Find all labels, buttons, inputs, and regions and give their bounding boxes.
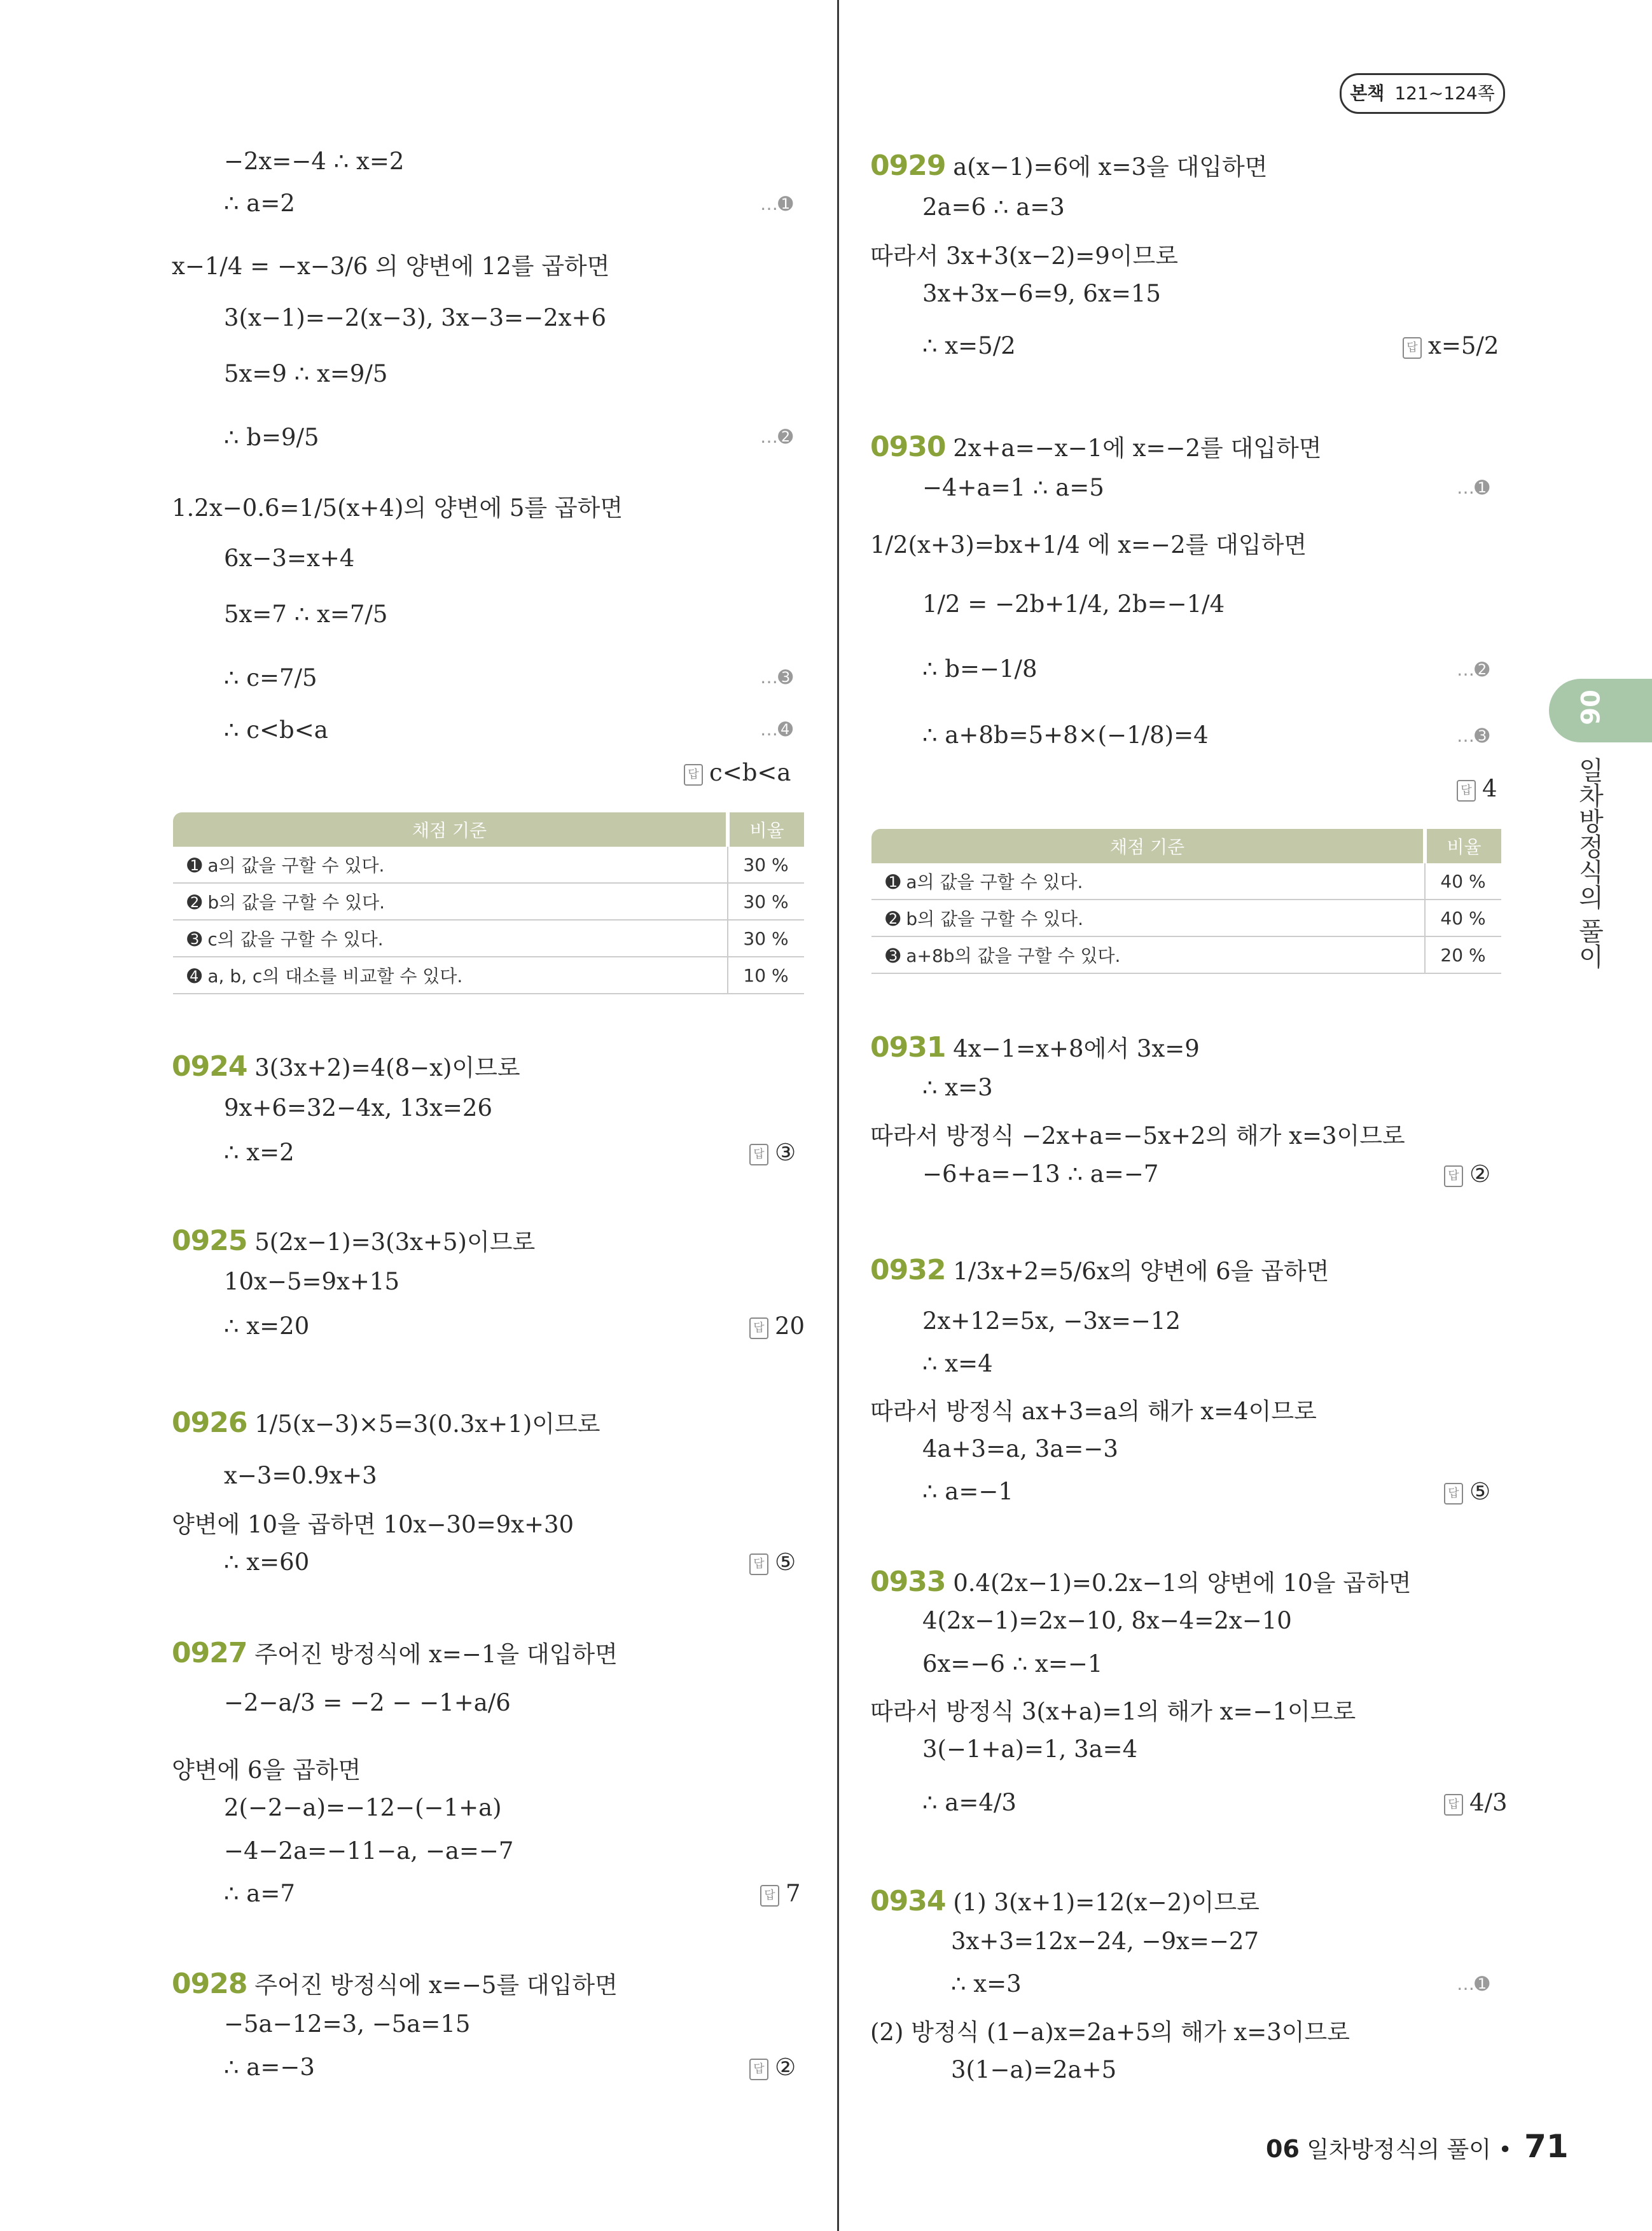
line: 양변에 10을 곱하면 10x−30=9x+30 bbox=[172, 1511, 574, 1538]
line: −4−2a=−11−a, −a=−7 bbox=[224, 1837, 514, 1865]
line: 2a=6 ∴ a=3 bbox=[922, 193, 1065, 221]
line: ∴ a=4/3 bbox=[922, 1789, 1017, 1816]
line: −6+a=−13 ∴ a=−7 bbox=[922, 1160, 1159, 1188]
line: 3x+3x−6=9, 6x=15 bbox=[922, 280, 1161, 307]
answer: 답 20 bbox=[749, 1312, 805, 1340]
answer: 답 ⑤ bbox=[749, 1548, 796, 1576]
textbook-page-reference: 본책 121~124쪽 bbox=[1340, 73, 1505, 114]
line: 3(x−1)=−2(x−3), 3x−3=−2x+6 bbox=[224, 304, 607, 331]
step-marker: …➋ bbox=[1457, 659, 1490, 680]
line: 3(−1+a)=1, 3a=4 bbox=[922, 1735, 1138, 1763]
line: ∴ x=3 bbox=[922, 1074, 993, 1101]
line: 6x=−6 ∴ x=−1 bbox=[922, 1650, 1103, 1678]
line: (2) 방정식 (1−a)x=2a+5의 해가 x=3이므로 bbox=[870, 2019, 1350, 2046]
line: 3x+3=12x−24, −9x=−27 bbox=[951, 1928, 1259, 1955]
answer-icon: 답 bbox=[749, 2059, 768, 2080]
line: ∴ b=−1/8 bbox=[922, 655, 1038, 683]
line: ∴ a=7 bbox=[224, 1880, 295, 1907]
line: ∴ a=−3 bbox=[224, 2054, 315, 2081]
step-marker: …➌ bbox=[1457, 725, 1490, 746]
line: ∴ x=60 bbox=[224, 1548, 310, 1576]
answer-icon: 답 bbox=[749, 1317, 768, 1339]
step-marker: …➊ bbox=[760, 193, 793, 214]
table-row: ➋ b의 값을 구할 수 있다. 40 % bbox=[871, 900, 1501, 936]
answer-icon: 답 bbox=[684, 764, 703, 786]
answer: 답 ② bbox=[749, 2054, 796, 2081]
line: 6x−3=x+4 bbox=[224, 545, 355, 572]
table-row: ➋ b의 값을 구할 수 있다. 30 % bbox=[173, 883, 804, 920]
step-marker: …➍ bbox=[760, 719, 793, 740]
answer-icon: 답 bbox=[1444, 1165, 1463, 1187]
line: 9x+6=32−4x, 13x=26 bbox=[224, 1094, 492, 1122]
problem-0931: 0931 4x−1=x+8에서 3x=9 bbox=[870, 1031, 1200, 1064]
step-marker: …➊ bbox=[1457, 477, 1490, 498]
answer-icon: 답 bbox=[1444, 1794, 1463, 1816]
line: ∴ x=3 bbox=[951, 1970, 1022, 1998]
table-header: 비율 bbox=[728, 812, 804, 847]
line: ∴ x=4 bbox=[922, 1350, 993, 1377]
answer: 답 c<b<a bbox=[684, 759, 791, 786]
step-marker: …➌ bbox=[760, 667, 793, 688]
answer: 답 ② bbox=[1444, 1160, 1490, 1188]
scoring-table bbox=[871, 829, 1501, 974]
chapter-tab[interactable]: 06 bbox=[1549, 679, 1652, 742]
table-row: ➍ a, b, c의 대소를 비교할 수 있다. 10 % bbox=[173, 957, 804, 994]
answer-icon: 답 bbox=[1444, 1483, 1463, 1505]
line: ∴ a=2 bbox=[224, 190, 295, 217]
problem-0933: 0933 0.4(2x−1)=0.2x−1의 양변에 10을 곱하면 bbox=[870, 1566, 1412, 1598]
table-header: 채점 기준 bbox=[871, 829, 1425, 863]
line: ∴ c<b<a bbox=[224, 716, 328, 744]
table-header: 채점 기준 bbox=[173, 812, 728, 847]
problem-0926: 0926 1/5(x−3)×5=3(0.3x+1)이므로 bbox=[172, 1407, 600, 1439]
line: 1/2(x+3)=bx+1/4 에 x=−2를 대입하면 bbox=[870, 531, 1307, 559]
answer-icon: 답 bbox=[1457, 780, 1476, 802]
step-marker: …➊ bbox=[1457, 1973, 1490, 1994]
answer-icon: 답 bbox=[749, 1553, 768, 1575]
column-divider bbox=[837, 0, 839, 2231]
table-row: ➌ c의 값을 구할 수 있다. 30 % bbox=[173, 920, 804, 957]
line: 따라서 방정식 ax+3=a의 해가 x=4이므로 bbox=[870, 1398, 1317, 1425]
line: −4+a=1 ∴ a=5 bbox=[922, 474, 1104, 501]
answer-icon: 답 bbox=[1403, 337, 1422, 359]
problem-0930: 0930 2x+a=−x−1에 x=−2를 대입하면 bbox=[870, 431, 1322, 463]
line: ∴ a+8b=5+8×(−1/8)=4 bbox=[922, 721, 1209, 749]
line: ∴ x=5/2 bbox=[922, 332, 1016, 359]
line: 5x=7 ∴ x=7/5 bbox=[224, 601, 388, 628]
line: 1/2 = −2b+1/4, 2b=−1/4 bbox=[922, 590, 1225, 618]
answer: 답 ③ bbox=[749, 1139, 796, 1166]
line: ∴ x=20 bbox=[224, 1312, 310, 1340]
line: ∴ a=−1 bbox=[922, 1478, 1013, 1505]
line: ∴ c=7/5 bbox=[224, 664, 317, 692]
answer-icon: 답 bbox=[749, 1144, 768, 1165]
line: −2−a/3 = −2 − −1+a/6 bbox=[224, 1689, 511, 1716]
chapter-title-vertical: 일차방정식의 풀이 bbox=[1574, 757, 1604, 969]
page-number: 71 bbox=[1524, 2128, 1569, 2165]
line: 1.2x−0.6=1/5(x+4)의 양변에 5를 곱하면 bbox=[172, 494, 623, 522]
line: 2(−2−a)=−12−(−1+a) bbox=[224, 1794, 502, 1821]
answer: 답 7 bbox=[760, 1880, 801, 1907]
table-row: ➊ a의 값을 구할 수 있다. 30 % bbox=[173, 847, 804, 883]
table-header: 비율 bbox=[1425, 829, 1501, 863]
line: ∴ b=9/5 bbox=[224, 424, 319, 451]
page-footer: 06 일차방정식의 풀이 • 71 bbox=[1266, 2128, 1569, 2165]
line: 따라서 3x+3(x−2)=9이므로 bbox=[870, 242, 1178, 270]
problem-0934: 0934 (1) 3(x+1)=12(x−2)이므로 bbox=[870, 1885, 1260, 1917]
answer: 답 4 bbox=[1457, 775, 1497, 802]
line: 10x−5=9x+15 bbox=[224, 1268, 399, 1295]
answer: 답 ⑤ bbox=[1444, 1478, 1490, 1505]
line: 양변에 6을 곱하면 bbox=[172, 1756, 361, 1784]
line: 4(2x−1)=2x−10, 8x−4=2x−10 bbox=[922, 1607, 1292, 1634]
answer-icon: 답 bbox=[760, 1885, 779, 1907]
line: −5a−12=3, −5a=15 bbox=[224, 2010, 471, 2038]
problem-0924: 0924 3(3x+2)=4(8−x)이므로 bbox=[172, 1050, 520, 1083]
problem-0928: 0928 주어진 방정식에 x=−5를 대입하면 bbox=[172, 1968, 618, 2000]
line: 2x+12=5x, −3x=−12 bbox=[922, 1307, 1181, 1335]
scoring-table bbox=[173, 812, 804, 994]
line: 3(1−a)=2a+5 bbox=[951, 2056, 1117, 2083]
answer: 답 4/3 bbox=[1444, 1789, 1508, 1816]
line: −2x=−4 ∴ x=2 bbox=[224, 148, 405, 175]
step-marker: …➋ bbox=[760, 426, 793, 447]
answer: 답 x=5/2 bbox=[1403, 332, 1499, 359]
line: 따라서 방정식 3(x+a)=1의 해가 x=−1이므로 bbox=[870, 1698, 1356, 1725]
problem-0927: 0927 주어진 방정식에 x=−1을 대입하면 bbox=[172, 1637, 618, 1669]
table-row: ➌ a+8b의 값을 구할 수 있다. 20 % bbox=[871, 936, 1501, 973]
line: x−3=0.9x+3 bbox=[224, 1462, 377, 1489]
line: x−1/4 = −x−3/6 의 양변에 12를 곱하면 bbox=[172, 253, 610, 280]
line: 4a+3=a, 3a=−3 bbox=[922, 1435, 1118, 1463]
line: 따라서 방정식 −2x+a=−5x+2의 해가 x=3이므로 bbox=[870, 1122, 1405, 1150]
line: 5x=9 ∴ x=9/5 bbox=[224, 360, 388, 387]
problem-0932: 0932 1/3x+2=5/6x의 양변에 6을 곱하면 bbox=[870, 1254, 1329, 1286]
problem-0929: 0929 a(x−1)=6에 x=3을 대입하면 bbox=[870, 149, 1268, 182]
problem-0925: 0925 5(2x−1)=3(3x+5)이므로 bbox=[172, 1225, 536, 1257]
table-row: ➊ a의 값을 구할 수 있다. 40 % bbox=[871, 863, 1501, 900]
line: ∴ x=2 bbox=[224, 1139, 295, 1166]
